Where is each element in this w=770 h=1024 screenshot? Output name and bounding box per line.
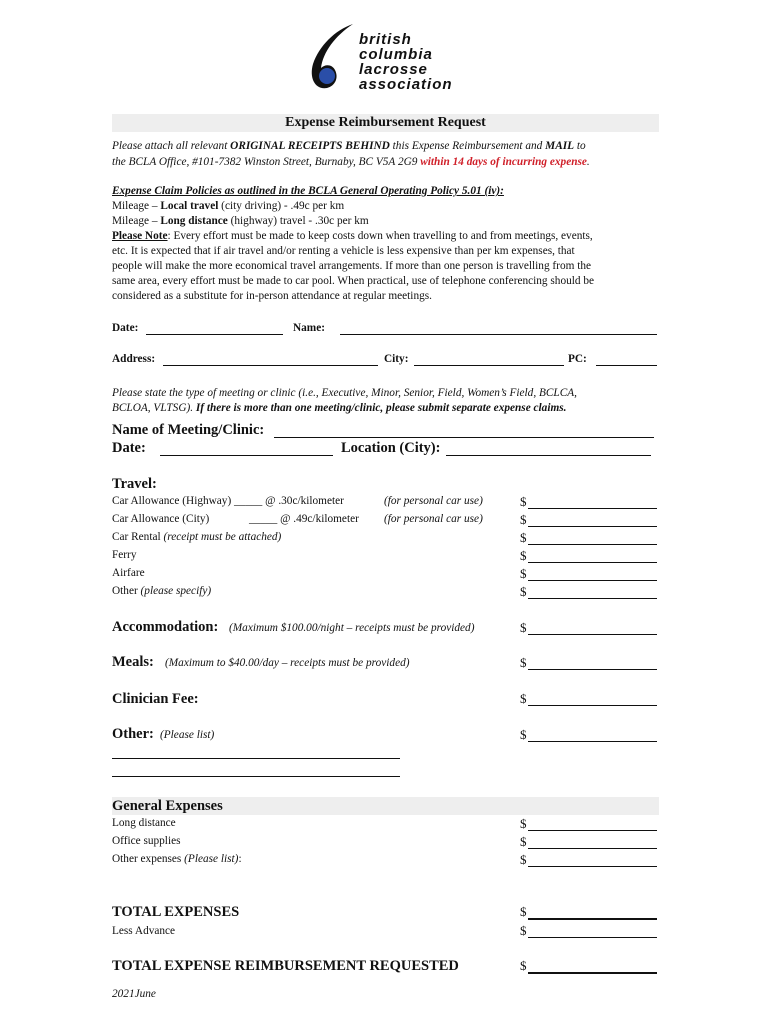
dollar-sign: $ [520,530,527,545]
travel-row-city-note: (for personal car use) [384,513,483,525]
accommodation-label: Accommodation: [112,619,219,635]
meeting-note-2: BCLOA, VLTSG). If there is more than one meeting/clinic, please submit separate expense claims. [112,402,567,414]
policy-note-5: considered as a substitute for in-person attendance at regular meetings. [112,290,432,302]
general-row-other-expenses: Other expenses (Please list): [112,853,242,865]
travel-row-city-rate: _____ @ .49c/kilometer [249,513,359,525]
policy-note-1: Please Note: Every effort must be made to keep costs down when travelling to and from meetings, events, [112,230,593,242]
meeting-name-label: Name of Meeting/Clinic: [112,422,265,438]
location-label: Location (City): [341,440,441,456]
dollar-sign: $ [520,834,527,849]
location-field[interactable] [446,455,651,456]
dollar-sign: $ [520,566,527,581]
travel-heading: Travel: [112,476,157,492]
meals-note: (Maximum to $40.00/day – receipts must be provided) [165,657,410,669]
bcla-logo [305,22,475,94]
amount-car-rental-field[interactable] [528,544,657,545]
date-field[interactable] [146,334,283,335]
dollar-sign: $ [520,584,527,599]
logo-line-lacrosse: lacrosse [359,61,428,78]
meeting-date-label: Date: [112,440,146,456]
dollar-sign: $ [520,904,527,919]
meals-label: Meals: [112,654,154,670]
dollar-sign: $ [520,816,527,831]
dollar-sign: $ [520,548,527,563]
general-expenses-heading: General Expenses [112,798,223,814]
policy-heading: Expense Claim Policies as outlined in the BCLA General Operating Policy 5.01 (iv): [112,185,504,197]
amount-accommodation-field[interactable] [528,634,657,635]
amount-long-distance-field[interactable] [528,830,657,831]
dollar-sign: $ [520,691,527,706]
amount-less-advance-field[interactable] [528,937,657,938]
travel-row-highway-note: (for personal car use) [384,495,483,507]
address-label: Address: [112,353,156,365]
intro-line-2: the BCLA Office, #101-7382 Winston Street, Burnaby, BC V5A 2G9 within 14 days of incurring expense. [112,156,590,168]
travel-row-ferry: Ferry [112,549,137,561]
policy-note-2: etc. It is expected that if air travel and/or renting a vehicle is less expensive than per km expenses, that [112,245,575,257]
other-list-line-2[interactable] [112,776,400,777]
footer-version: 2021June [112,988,156,1000]
other-list-line-1[interactable] [112,758,400,759]
total-reimbursement-label: TOTAL EXPENSE REIMBURSEMENT REQUESTED [112,958,459,974]
pc-label: PC: [568,353,587,365]
less-advance-label: Less Advance [112,925,176,937]
meeting-name-field[interactable] [274,437,654,438]
name-field[interactable] [340,334,657,335]
other-note: (Please list) [160,729,215,741]
city-label: City: [384,353,409,365]
address-field[interactable] [163,365,378,366]
amount-clinician-field[interactable] [528,705,657,706]
dollar-sign: $ [520,727,527,742]
logo-line-association: association [359,76,453,93]
amount-city-field[interactable] [528,526,657,527]
date-label: Date: [112,322,139,334]
dollar-sign: $ [520,655,527,670]
meeting-note-1: Please state the type of meeting or clinic (i.e., Executive, Minor, Senior, Field, Women’s Field, BCLCA, [112,387,577,399]
general-row-office-supplies: Office supplies [112,835,181,847]
form-title: Expense Reimbursement Request [112,114,659,132]
city-field[interactable] [414,365,564,366]
pc-field[interactable] [596,365,657,366]
travel-row-car-rental: Car Rental (receipt must be attached) [112,531,282,543]
logo-line-british: british [359,31,412,48]
amount-total-reimbursement-field[interactable] [528,972,657,974]
amount-highway-field[interactable] [528,508,657,509]
travel-row-highway: Car Allowance (Highway) _____ @ .30c/kilometer [112,495,344,507]
intro-line-1: Please attach all relevant ORIGINAL RECEIPTS BEHIND this Expense Reimbursement and MAIL to [112,140,586,152]
logo-line-columbia: columbia [359,46,433,63]
amount-meals-field[interactable] [528,669,657,670]
dollar-sign: $ [520,494,527,509]
mileage-local: Mileage – Local travel (city driving) - .49c per km [112,200,345,212]
travel-row-city: Car Allowance (City) [112,513,210,525]
travel-row-airfare: Airfare [112,567,145,579]
name-label: Name: [293,322,325,334]
amount-office-supplies-field[interactable] [528,848,657,849]
total-expenses-label: TOTAL EXPENSES [112,904,240,920]
dollar-sign: $ [520,620,527,635]
travel-row-other: Other (please specify) [112,585,212,597]
amount-airfare-field[interactable] [528,580,657,581]
dollar-sign: $ [520,958,527,973]
amount-other-expenses-field[interactable] [528,866,657,867]
dollar-sign: $ [520,512,527,527]
amount-other-travel-field[interactable] [528,598,657,599]
dollar-sign: $ [520,852,527,867]
clinician-fee-label: Clinician Fee: [112,691,199,707]
meeting-date-field[interactable] [160,455,333,456]
lacrosse-stick-icon [305,22,365,94]
accommodation-note: (Maximum $100.00/night – receipts must be provided) [229,622,475,634]
other-label: Other: [112,726,154,742]
policy-note-3: people will make the more economical travel arrangements. If more than one person is travelling from the [112,260,592,272]
amount-other-field[interactable] [528,741,657,742]
dollar-sign: $ [520,923,527,938]
mileage-long-distance: Mileage – Long distance (highway) travel - .30c per km [112,215,369,227]
policy-note-4: same area, every effort must be made to car pool. When practical, use of telephone conferencing should be [112,275,595,287]
amount-ferry-field[interactable] [528,562,657,563]
amount-total-expenses-field[interactable] [528,918,657,920]
general-row-long-distance: Long distance [112,817,176,829]
